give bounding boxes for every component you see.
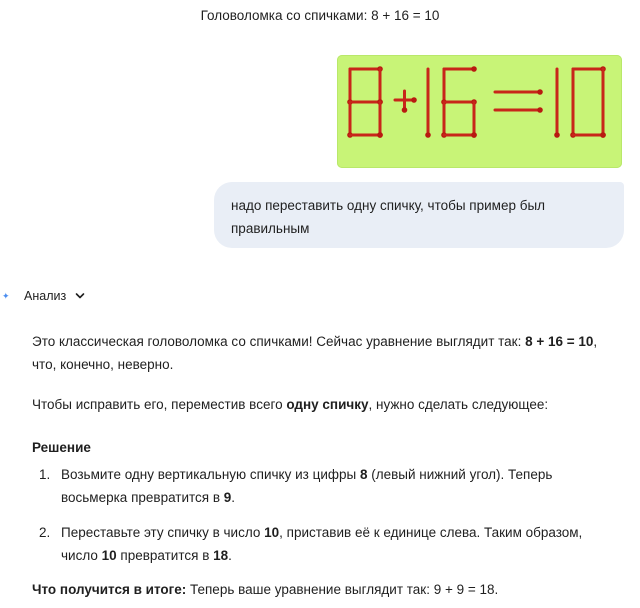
solution-step — [32, 521, 622, 567]
step-text: (левый нижний угол). Теперь восьмерка превратится в — [61, 467, 553, 505]
analysis-label: Анализ — [24, 289, 67, 303]
user-message-text: надо переставить одну спичку, чтобы пример был правильным — [231, 198, 546, 236]
instruction-text-start: Чтобы исправить его, переместив всего — [32, 397, 287, 412]
result-paragraph — [32, 578, 498, 601]
matchstick-head — [600, 132, 606, 138]
step-text: . — [231, 490, 236, 505]
result-label: Что получится в итоге: — [32, 582, 187, 597]
step-text: превратится в — [116, 548, 214, 563]
conversation-title: Головоломка со спичками: 8 + 16 = 10 — [200, 8, 440, 23]
matchstick-head — [537, 89, 543, 95]
step-bold: 18 — [213, 548, 229, 563]
matchstick-head — [471, 66, 477, 72]
step-text: , приставив её к единице слева. Таким образом, число — [61, 525, 583, 563]
matchstick-head — [471, 132, 477, 138]
step-bold: 9 — [223, 490, 232, 505]
matchstick-head — [554, 132, 560, 138]
matchstick-head — [425, 132, 431, 138]
result-text: Теперь ваше уравнение выглядит так: 9 + 9 = 18. — [186, 582, 499, 597]
step-number: 2. — [39, 525, 51, 540]
user-message-bubble — [214, 182, 624, 248]
step-text: . — [228, 548, 232, 563]
analysis-toggle[interactable] — [0, 285, 85, 307]
solution-heading: Решение — [32, 440, 91, 455]
spark-icon: ✦ — [2, 291, 10, 301]
step-bold: 10 — [264, 525, 280, 540]
matchstick-head — [537, 107, 543, 113]
matchstick-equation-drawing — [337, 55, 622, 168]
step-text: Возьмите одну вертикальную спичку из цифры — [61, 467, 360, 482]
intro-text-start: Это классическая головоломка со спичками! Сейчас уравнение выглядит так: — [32, 334, 526, 349]
response-instruction-paragraph — [32, 393, 548, 416]
chevron-down-icon — [75, 291, 85, 301]
response-intro-paragraph — [32, 330, 617, 376]
step-number: 1. — [39, 467, 51, 482]
step-bold: 10 — [101, 548, 117, 563]
matchstick-head — [377, 132, 383, 138]
instruction-text-end: , нужно сделать следующее: — [368, 397, 549, 412]
intro-equation: 8 + 16 = 10 — [525, 334, 594, 349]
step-bold: 8 — [359, 467, 368, 482]
puzzle-image[interactable] — [337, 55, 622, 168]
matchstick-head — [402, 107, 408, 113]
matchstick-head — [411, 97, 417, 103]
instruction-emphasis: одну спичку — [286, 397, 369, 412]
step-text: Переставьте эту спичку в число — [61, 525, 265, 540]
intro-text-end: , что, конечно, неверно. — [32, 334, 598, 372]
solution-steps-list — [32, 463, 622, 579]
solution-step — [32, 463, 622, 509]
